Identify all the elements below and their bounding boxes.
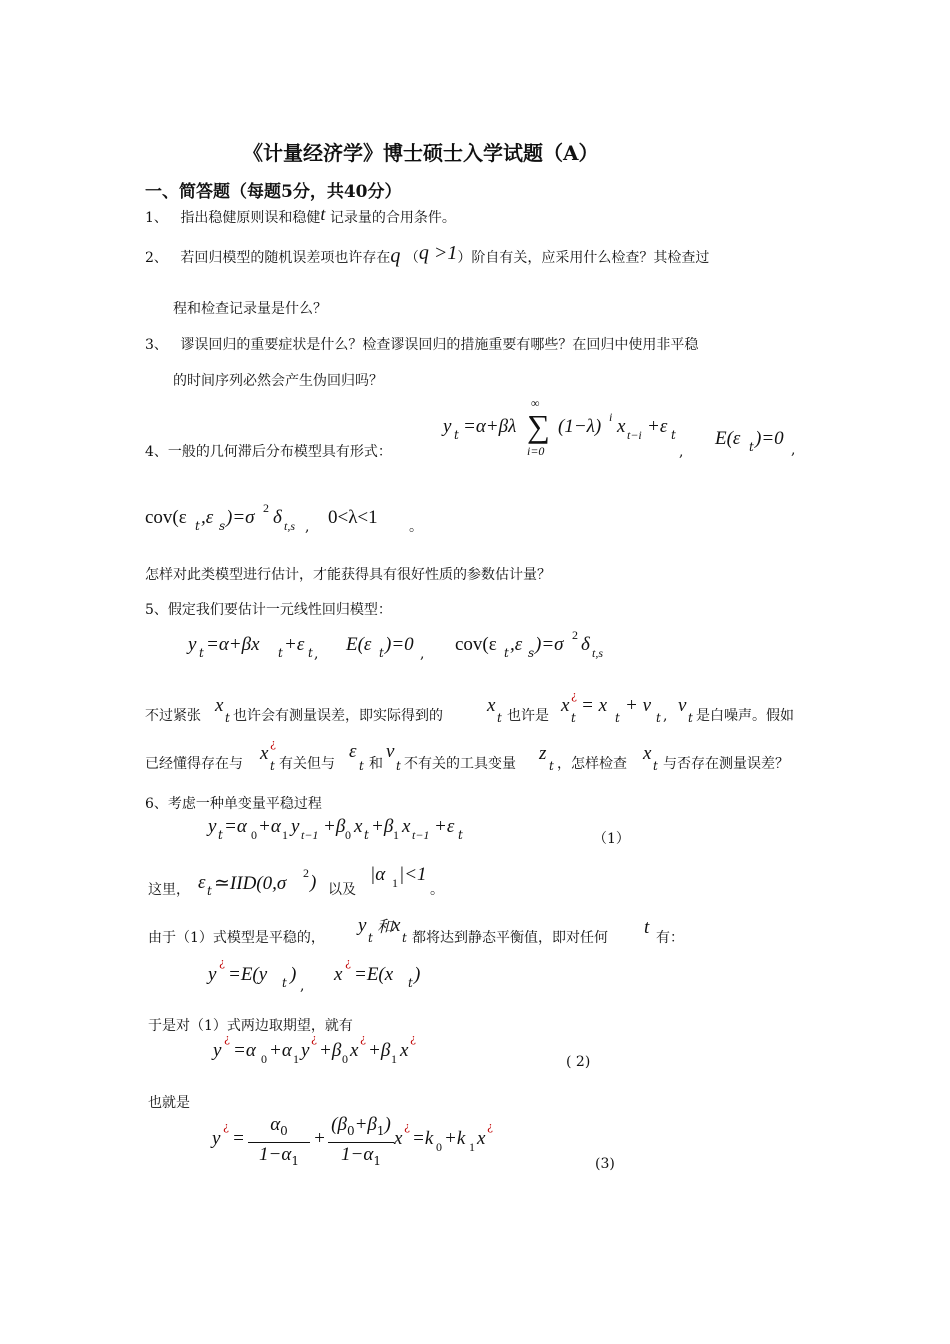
page-title: 《计量经济学》博士硕士入学试题（A） (243, 141, 599, 165)
q6-eq1-c: y (291, 816, 300, 837)
q5-eq1-tail: +ε (284, 634, 305, 655)
q6-frac2-den: 1−α (341, 1144, 374, 1165)
q5-eq3-delta: δ (581, 634, 590, 655)
q6-take-expectation: 于是对（1）式两边取期望，就有 (148, 1018, 353, 1034)
q1-text-b: 记录量的合用条件。 (329, 210, 456, 226)
q6-iid: ≃IID(0,σ (214, 873, 287, 894)
q4-eq-lhs: y (443, 416, 452, 437)
q5-p2-b: 有关但与 (279, 756, 335, 772)
q5-intro: 5、假定我们要估计一元线性回归模型： (145, 602, 392, 618)
q4-sum-top: ∞ (531, 396, 540, 410)
q6-abs-tail: |<1 (399, 864, 427, 885)
q4-eq-main: =α+βλ (463, 416, 517, 437)
q5-mark-1: ¿ (571, 689, 577, 702)
q4-sum-plus: +ε (647, 416, 668, 437)
q1-text-a: 指出稳健原则误和稳健 (180, 210, 321, 226)
q6-frac2-num-tail: ) (384, 1114, 391, 1135)
q2-condition: q >1 (418, 242, 458, 264)
question-3 (145, 335, 698, 355)
q2-var-q: q (390, 245, 401, 267)
q4-sum-exp: i (609, 410, 613, 424)
q6-equation-2: y ¿ =α 0 +α 1 y ¿ +β 0 x ¿ +β 1 x ¿ (213, 1032, 416, 1066)
q5-p1-c: 也许是 (507, 708, 549, 724)
q6-eq2-c: +β (319, 1040, 342, 1061)
q1-var-t: t (320, 204, 326, 224)
q4-range: 0<λ<1 (328, 507, 378, 528)
q6-frac2-num-mid: +β (354, 1114, 377, 1135)
q5-paragraph-2: 已经懂得存在与 x ¿ t 有关但与 ε t 和 v t 不有关的工具变量 z t ，怎样检查 x t 与否存在测量误差？ (145, 748, 815, 776)
q6-eq1-f: +β (371, 816, 394, 837)
q6-equilibrium: y ¿ =E(y t ) , x ¿ =E(x t ) (208, 956, 421, 994)
section-heading: 一、简答题（每题5分，共40分） (145, 182, 402, 202)
q5-mark-2: ¿ (270, 737, 276, 750)
q5-p1-b: 也许会有测量误差，即实际得到的 (233, 708, 443, 724)
q6-frac1-den: 1−α (259, 1144, 292, 1165)
q5-p2-c: 和 (369, 756, 383, 772)
q6-eq1-b: +α (258, 816, 281, 837)
q6-iid-tail: ) (310, 872, 317, 893)
q5-p2-a: 已经懂得存在与 (145, 756, 243, 772)
q3-line-1: 谬误回归的重要症状是什么？检查谬误回归的措施重要有哪些？在回归中使用非平稳 (180, 337, 699, 353)
q6-due-a: 由于（1）式模型是平稳的， (148, 930, 325, 946)
q6-eq2-d: +β (368, 1040, 391, 1061)
q6-fraction-1: $\alpha_0$ $1-\alpha_1$ (248, 1114, 310, 1173)
q6-eq2-a: =α (233, 1040, 256, 1061)
q5-eq3-mid: ,ε (510, 634, 523, 655)
q6-stationary-line: 由于（1）式模型是平稳的， y t 和 x t 都将达到静态平衡值，即对任何 t 有： (148, 915, 684, 946)
question-1 (145, 204, 456, 228)
q6-frac1-num: α (270, 1114, 281, 1135)
q6-eq3-rhs: =k (412, 1128, 434, 1149)
equation-number-1: （1） (593, 831, 630, 847)
q6-ystar: =E(y (228, 964, 268, 985)
q6-equation-3: y ¿ = $\alpha_0$ $1-\alpha_1$ + $(\beta_0+\beta_1)$ $1-\alpha_1$ x ¿ =k 0 +k 1 x ¿ (212, 1110, 532, 1170)
q2-text-b: ）阶自有关，应采用什么检查？其检查过 (457, 250, 710, 266)
question-2 (145, 243, 709, 268)
equation-number-2: ( 2) (566, 1054, 591, 1070)
q5-eq3-rhs: )=σ (535, 634, 564, 655)
q6-comma: , (300, 978, 305, 994)
q5-eq2: E(ε (346, 634, 372, 655)
q4-sum-tail-sub: t−i (627, 428, 642, 442)
q6-xstar: =E(x (354, 964, 394, 985)
q4-comma: , (679, 444, 684, 460)
q3-line-2: 的时间序列必然会产生伪回归吗？ (173, 373, 383, 389)
q6-eq1-g: x (402, 816, 411, 837)
q4-cov-delta: δ (273, 507, 282, 528)
q4-period: 。 (409, 519, 423, 535)
sum-symbol-icon: ∑ (527, 408, 550, 444)
q6-also: 也就是 (148, 1095, 190, 1111)
q6-due-c: 有： (656, 930, 684, 946)
q6-period: 。 (430, 882, 444, 898)
q4-covariance: cov(ε t ,ε s )=σ 2 δ t,s , 0<λ<1 。 (145, 501, 423, 535)
q6-eq1-h: +ε (434, 816, 455, 837)
q6-ystar-close: ) (290, 964, 297, 985)
q2-line-2: 程和检查记录量是什么？ (173, 301, 327, 317)
q4-question: 怎样对此类模型进行估计，才能获得具有很好性质的参数估计量？ (145, 567, 551, 583)
q6-intro: 6、考虑一种单变量平稳过程 (145, 796, 322, 812)
q6-iid-line: 这里， ε t ≃IID(0,σ 2 ) 以及 |α 1 |<1 。 (148, 864, 444, 898)
equation-number-3: (3) (595, 1156, 615, 1172)
q6-xstar-close: ) (414, 964, 421, 985)
q6-due-he: 和 (377, 919, 394, 936)
q5-p2-f: 与否存在测量误差？ (663, 756, 789, 772)
q2-number: 2、 (145, 250, 168, 266)
q6-frac2-num: (β (331, 1114, 347, 1135)
q5-eq3-sub: t,s (592, 646, 604, 660)
q3-number: 3、 (145, 337, 168, 353)
q4-sum-bottom: i=0 (527, 444, 545, 458)
q2-text-a: 若回归模型的随机误差项也许存在 (180, 250, 391, 266)
q4-cov-lhs: cov(ε (145, 507, 187, 528)
q5-eq1: =α+βx (206, 634, 260, 655)
q5-eq3-exp: 2 (572, 628, 578, 642)
q4-cov-mid: ,ε (201, 507, 214, 528)
q5-p1-a: 不过紧张 (145, 708, 201, 724)
q5-p2-d: 不有关的工具变量 (404, 756, 516, 772)
q5-equations: y t =α+βx t +ε t , E(ε t )=0 , cov(ε t ,ε s )=σ 2 δ t,s (188, 628, 604, 662)
q6-equation-1: y t =α 0 +α 1 y t−1 +β 0 x t +β 1 x t−1 +ε t (208, 816, 463, 842)
q4-intro: 4、一般的几何滞后分布模型具有形式： (145, 444, 392, 460)
q4-expect-tail: )=0 (755, 428, 784, 449)
q4-expect: E(ε (715, 428, 741, 449)
q4-sum-tail: x (617, 416, 626, 437)
q5-paragraph-1: 不过紧张 x t 也许会有测量误差，即实际得到的 x t 也许是 x ¿ t = x t + v t , v t 是白噪声。假如 (145, 700, 815, 728)
q1-number: 1、 (145, 210, 168, 226)
q6-eq1-e: x (354, 816, 363, 837)
q2-paren: （ (404, 250, 419, 266)
q6-eq2-b: +α (269, 1040, 292, 1061)
q6-here: 这里， (148, 882, 190, 898)
q6-and: 以及 (328, 882, 356, 898)
q6-iid-exp: 2 (303, 866, 309, 880)
q4-cov-rhs: )=σ (226, 507, 255, 528)
q4-cov-exp: 2 (263, 501, 269, 515)
q5-eq3: cov(ε (455, 634, 497, 655)
q6-eq3-rhs2: +k (444, 1128, 466, 1149)
q4-model-equation: y t =α+βλ ∞ ∑ i=0 (1−λ) i x t−i +ε t , E(ε t )=0 , (443, 396, 796, 460)
q6-due-b: 都将达到静态平衡值，即对任何 (412, 930, 608, 946)
q6-fraction-2: $(\beta_0+\beta_1)$ $1-\alpha_1$ (328, 1114, 394, 1173)
q4-sum-body: (1−λ) (558, 416, 602, 437)
q5-p1-d: 是白噪声。假如 (696, 708, 794, 724)
q4-cov-delta-sub: t,s (284, 519, 296, 533)
q5-p2-e: ，怎样检查 (557, 756, 627, 772)
q5-eq2-tail: )=0 (385, 634, 414, 655)
q6-eq1: =α (224, 816, 247, 837)
q6-abs: |α (370, 864, 386, 885)
q6-eq1-d: +β (323, 816, 346, 837)
